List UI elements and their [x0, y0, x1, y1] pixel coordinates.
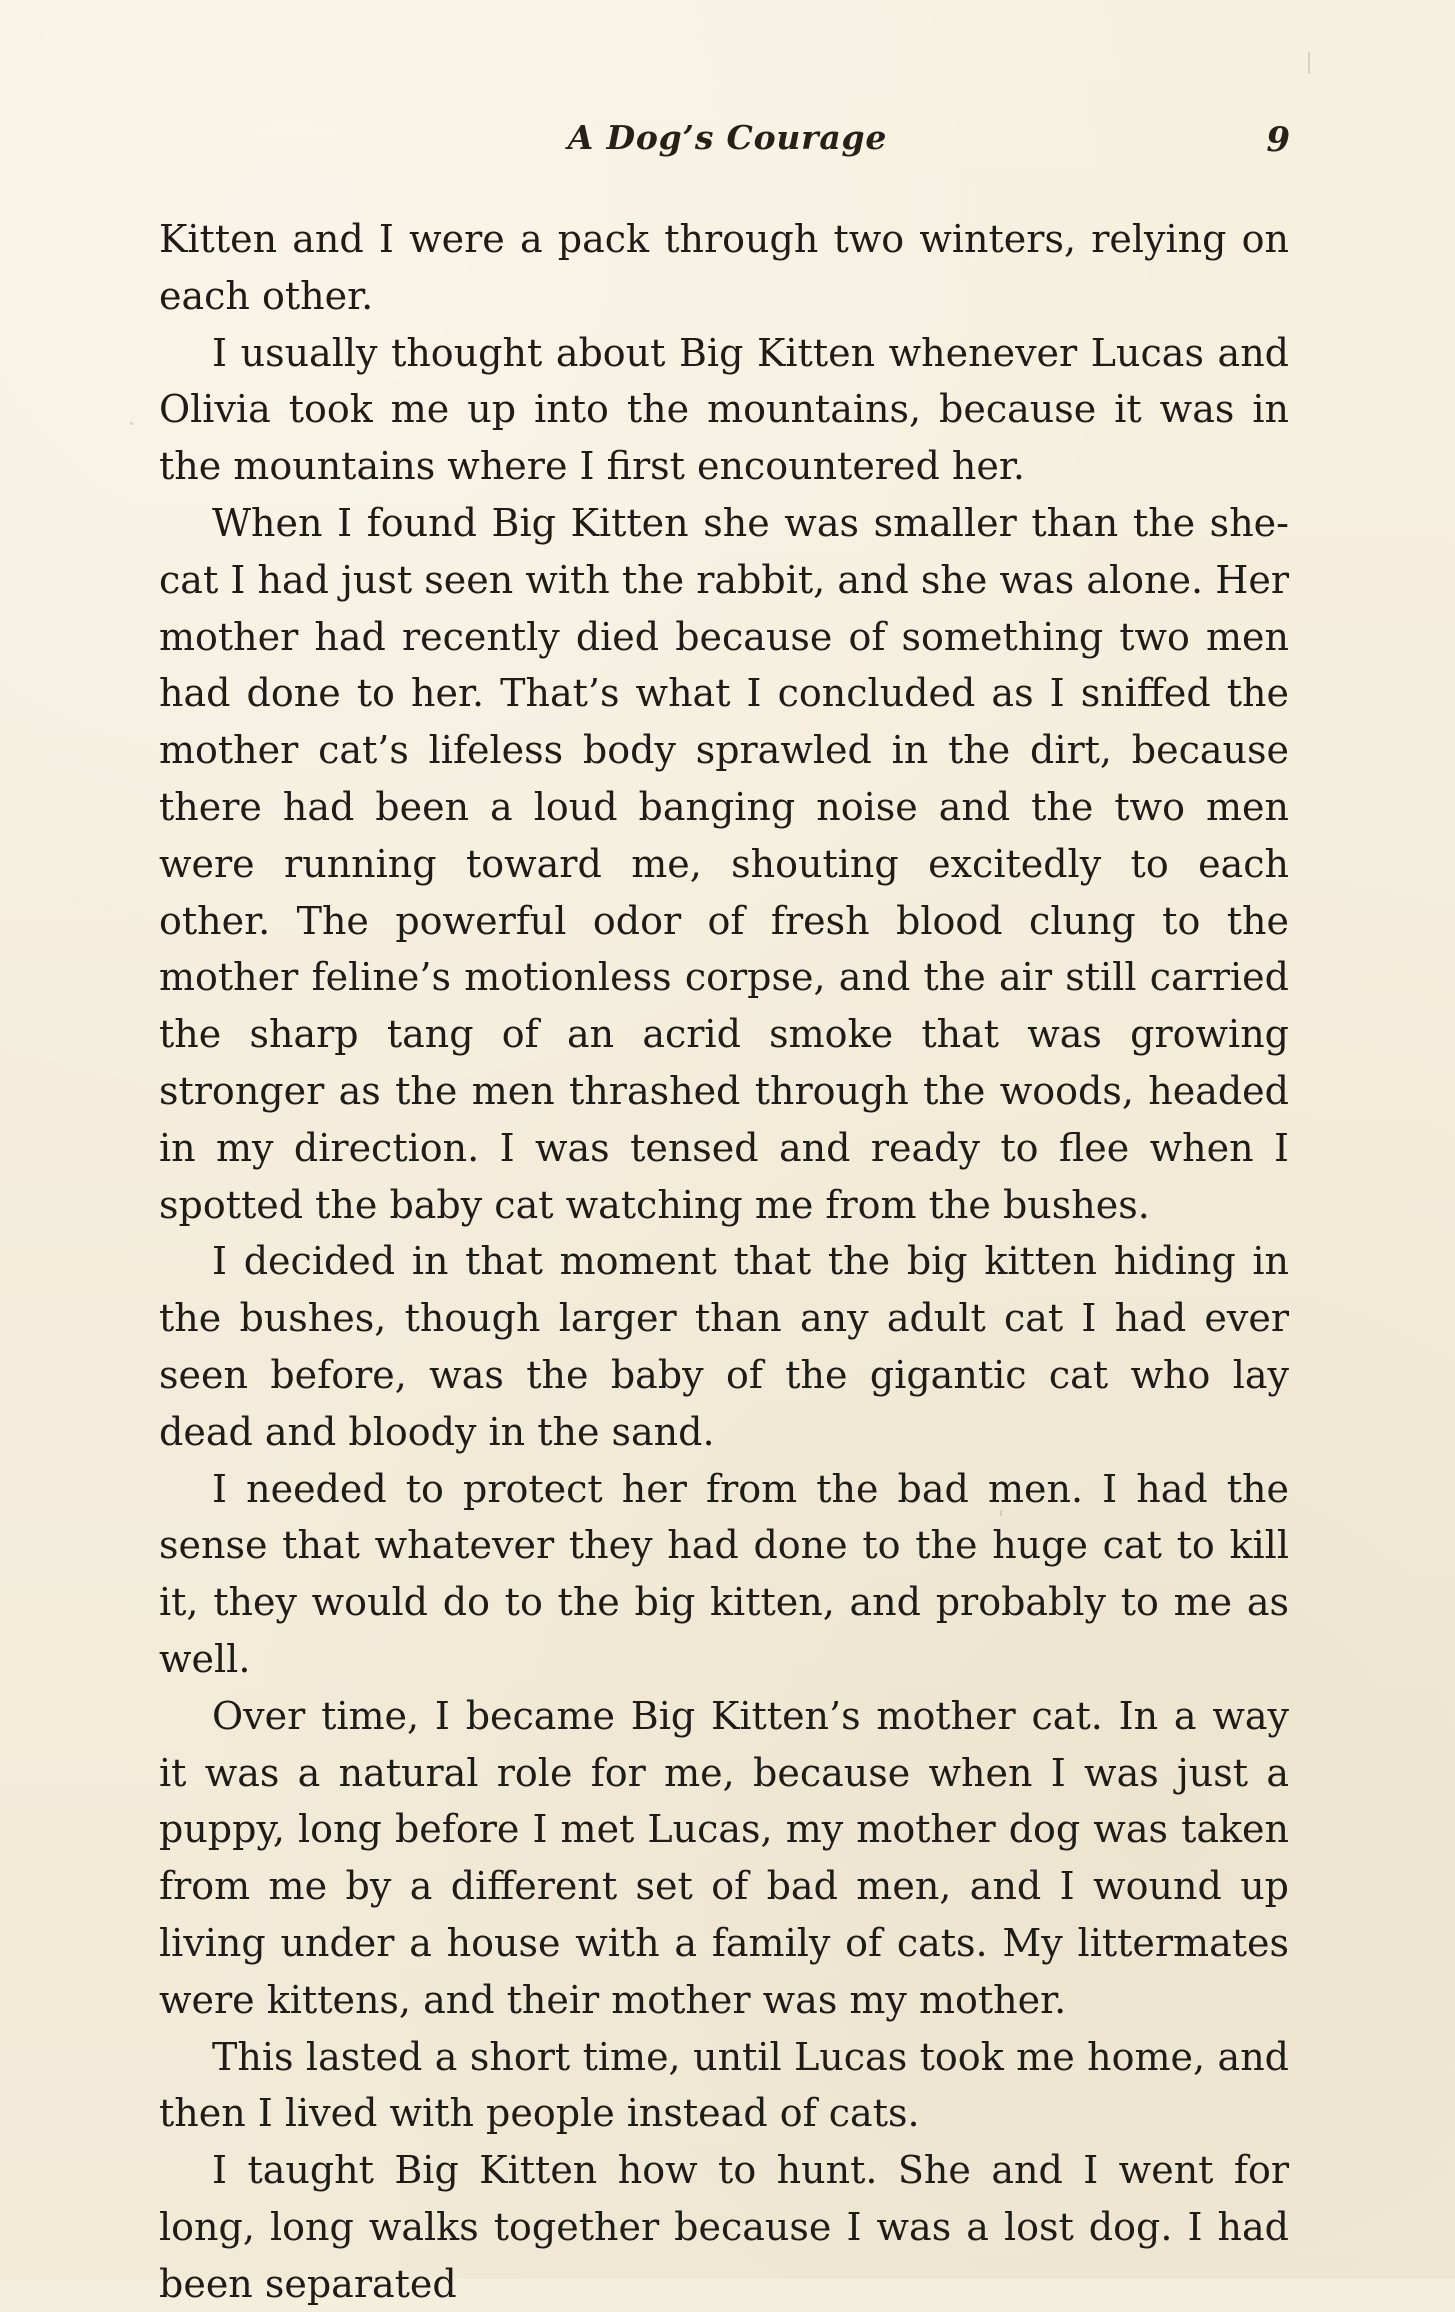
- paragraph: I taught Big Kitten how to hunt. She and I went for long, long walks together because I was a lost dog. I had been separated: [159, 2148, 1289, 2306]
- paragraph: I usually thought about Big Kitten whenever Lucas and Olivia took me up into the mountains, because it was in the mountains where I first encountered her.: [159, 330, 1289, 489]
- paragraph: Kitten and I were a pack through two winters, relying on each other.: [159, 217, 1289, 318]
- paragraph: This lasted a short time, until Lucas took me home, and then I lived with people instead of cats.: [159, 2034, 1289, 2136]
- page-number: 9: [1266, 120, 1290, 160]
- running-head: A Dog’s Courage: [567, 118, 888, 157]
- body-text: [159, 211, 1289, 2312]
- paragraph: Over time, I became Big Kitten’s mother cat. In a way it was a natural role for me, because when I was just a puppy, long before I met Lucas, my mother dog was taken from me by a different set of bad men, and I wound up living under a house with a family of cats. My littermates were kittens, and their mother was my mother.: [159, 1693, 1289, 2022]
- paragraph: I decided in that moment that the big kitten hiding in the bushes, though larger than any adult cat I had ever seen before, was the baby of the gigantic cat who lay dead and bloody in the sand.: [159, 1239, 1289, 1454]
- print-speck: [1308, 52, 1310, 74]
- print-speck: [130, 422, 133, 425]
- paragraph: I needed to protect her from the bad men. I had the sense that whatever they had done to the huge cat to kill it, they would do to the big kitten, and probably to me as well.: [159, 1466, 1289, 1681]
- paragraph: When I found Big Kitten she was smaller than the she-cat I had just seen with the rabbit, and she was alone. Her mother had recently died because of something two men had done to her. That’s what I concluded as I sniffed the mother cat’s lifeless body sprawled in the dirt, because there had been a loud banging noise and the two men were running toward me, shouting excitedly to each other. The powerful odor of fresh blood clung to the mother feline’s motionless corpse, and the air still carried the sharp tang of an acrid smoke that was growing stronger as the men thrashed through the woods, headed in my direction. I was tensed and ready to flee when I spotted the baby cat watching me from the bushes.: [159, 500, 1289, 1227]
- page-header: [0, 112, 1455, 172]
